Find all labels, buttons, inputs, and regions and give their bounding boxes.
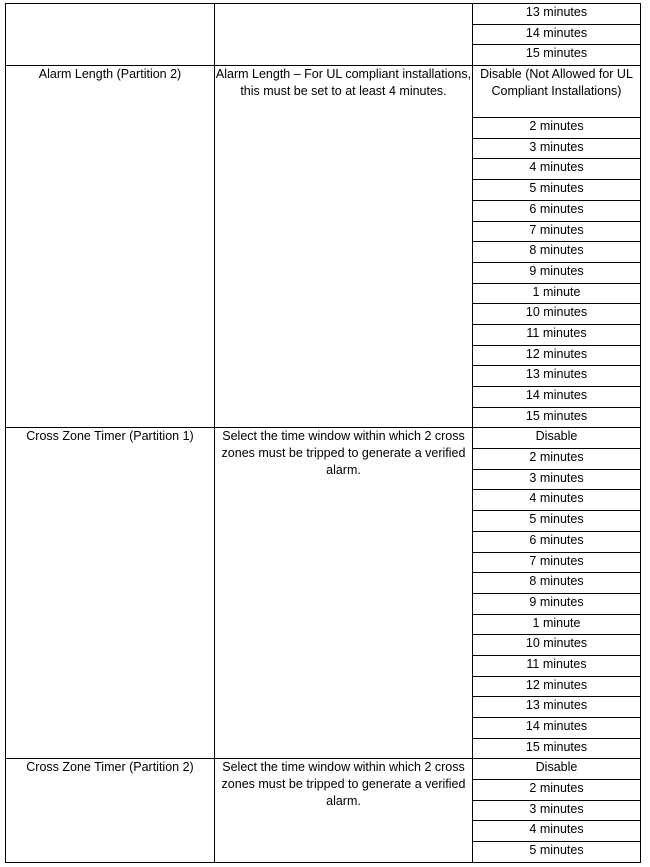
setting-option: 3 minutes: [473, 469, 641, 490]
setting-option: 4 minutes: [473, 490, 641, 511]
setting-description: Select the time window within which 2 cross zones must be tripped to generate a verified alarm.: [215, 759, 473, 862]
setting-name: Cross Zone Timer (Partition 1): [6, 428, 215, 759]
setting-option: 6 minutes: [473, 200, 641, 221]
table-row: [6, 66, 641, 118]
setting-name: Cross Zone Timer (Partition 2): [6, 759, 215, 862]
setting-option: 13 minutes: [473, 4, 641, 25]
setting-option: 12 minutes: [473, 676, 641, 697]
table-row: [6, 428, 641, 449]
setting-option: 9 minutes: [473, 262, 641, 283]
setting-option: 11 minutes: [473, 655, 641, 676]
setting-option: 14 minutes: [473, 387, 641, 408]
setting-option: 3 minutes: [473, 800, 641, 821]
setting-option: 15 minutes: [473, 45, 641, 66]
setting-name: [6, 4, 215, 66]
setting-option: 7 minutes: [473, 221, 641, 242]
setting-option: 10 minutes: [473, 304, 641, 325]
setting-option: 6 minutes: [473, 531, 641, 552]
setting-option: 15 minutes: [473, 738, 641, 759]
setting-option: 5 minutes: [473, 180, 641, 201]
setting-option: 1 minute: [473, 283, 641, 304]
setting-option: 4 minutes: [473, 159, 641, 180]
setting-option: 4 minutes: [473, 821, 641, 842]
setting-option: Disable (Not Allowed for UL Compliant Installations): [473, 66, 641, 118]
setting-option: 3 minutes: [473, 138, 641, 159]
setting-option: 14 minutes: [473, 24, 641, 45]
setting-description: Alarm Length – For UL compliant installations, this must be set to at least 4 minutes.: [215, 66, 473, 428]
setting-option: 8 minutes: [473, 573, 641, 594]
setting-option: 9 minutes: [473, 593, 641, 614]
setting-option: 8 minutes: [473, 242, 641, 263]
setting-option: 12 minutes: [473, 345, 641, 366]
setting-option: 5 minutes: [473, 511, 641, 532]
setting-option: 11 minutes: [473, 324, 641, 345]
setting-name: Alarm Length (Partition 2): [6, 66, 215, 428]
setting-option: 2 minutes: [473, 118, 641, 139]
setting-option: 13 minutes: [473, 366, 641, 387]
settings-table: [5, 3, 641, 863]
setting-option: 2 minutes: [473, 449, 641, 470]
setting-option: 10 minutes: [473, 635, 641, 656]
setting-option: 14 minutes: [473, 718, 641, 739]
setting-option: 15 minutes: [473, 407, 641, 428]
setting-option: Disable: [473, 759, 641, 780]
setting-option: 7 minutes: [473, 552, 641, 573]
setting-option: 2 minutes: [473, 780, 641, 801]
setting-option: 5 minutes: [473, 842, 641, 863]
setting-description: [215, 4, 473, 66]
settings-table-body: [6, 4, 641, 863]
setting-option: 1 minute: [473, 614, 641, 635]
setting-description: Select the time window within which 2 cross zones must be tripped to generate a verified alarm.: [215, 428, 473, 759]
table-row: [6, 759, 641, 780]
setting-option: Disable: [473, 428, 641, 449]
table-row: [6, 4, 641, 25]
setting-option: 13 minutes: [473, 697, 641, 718]
